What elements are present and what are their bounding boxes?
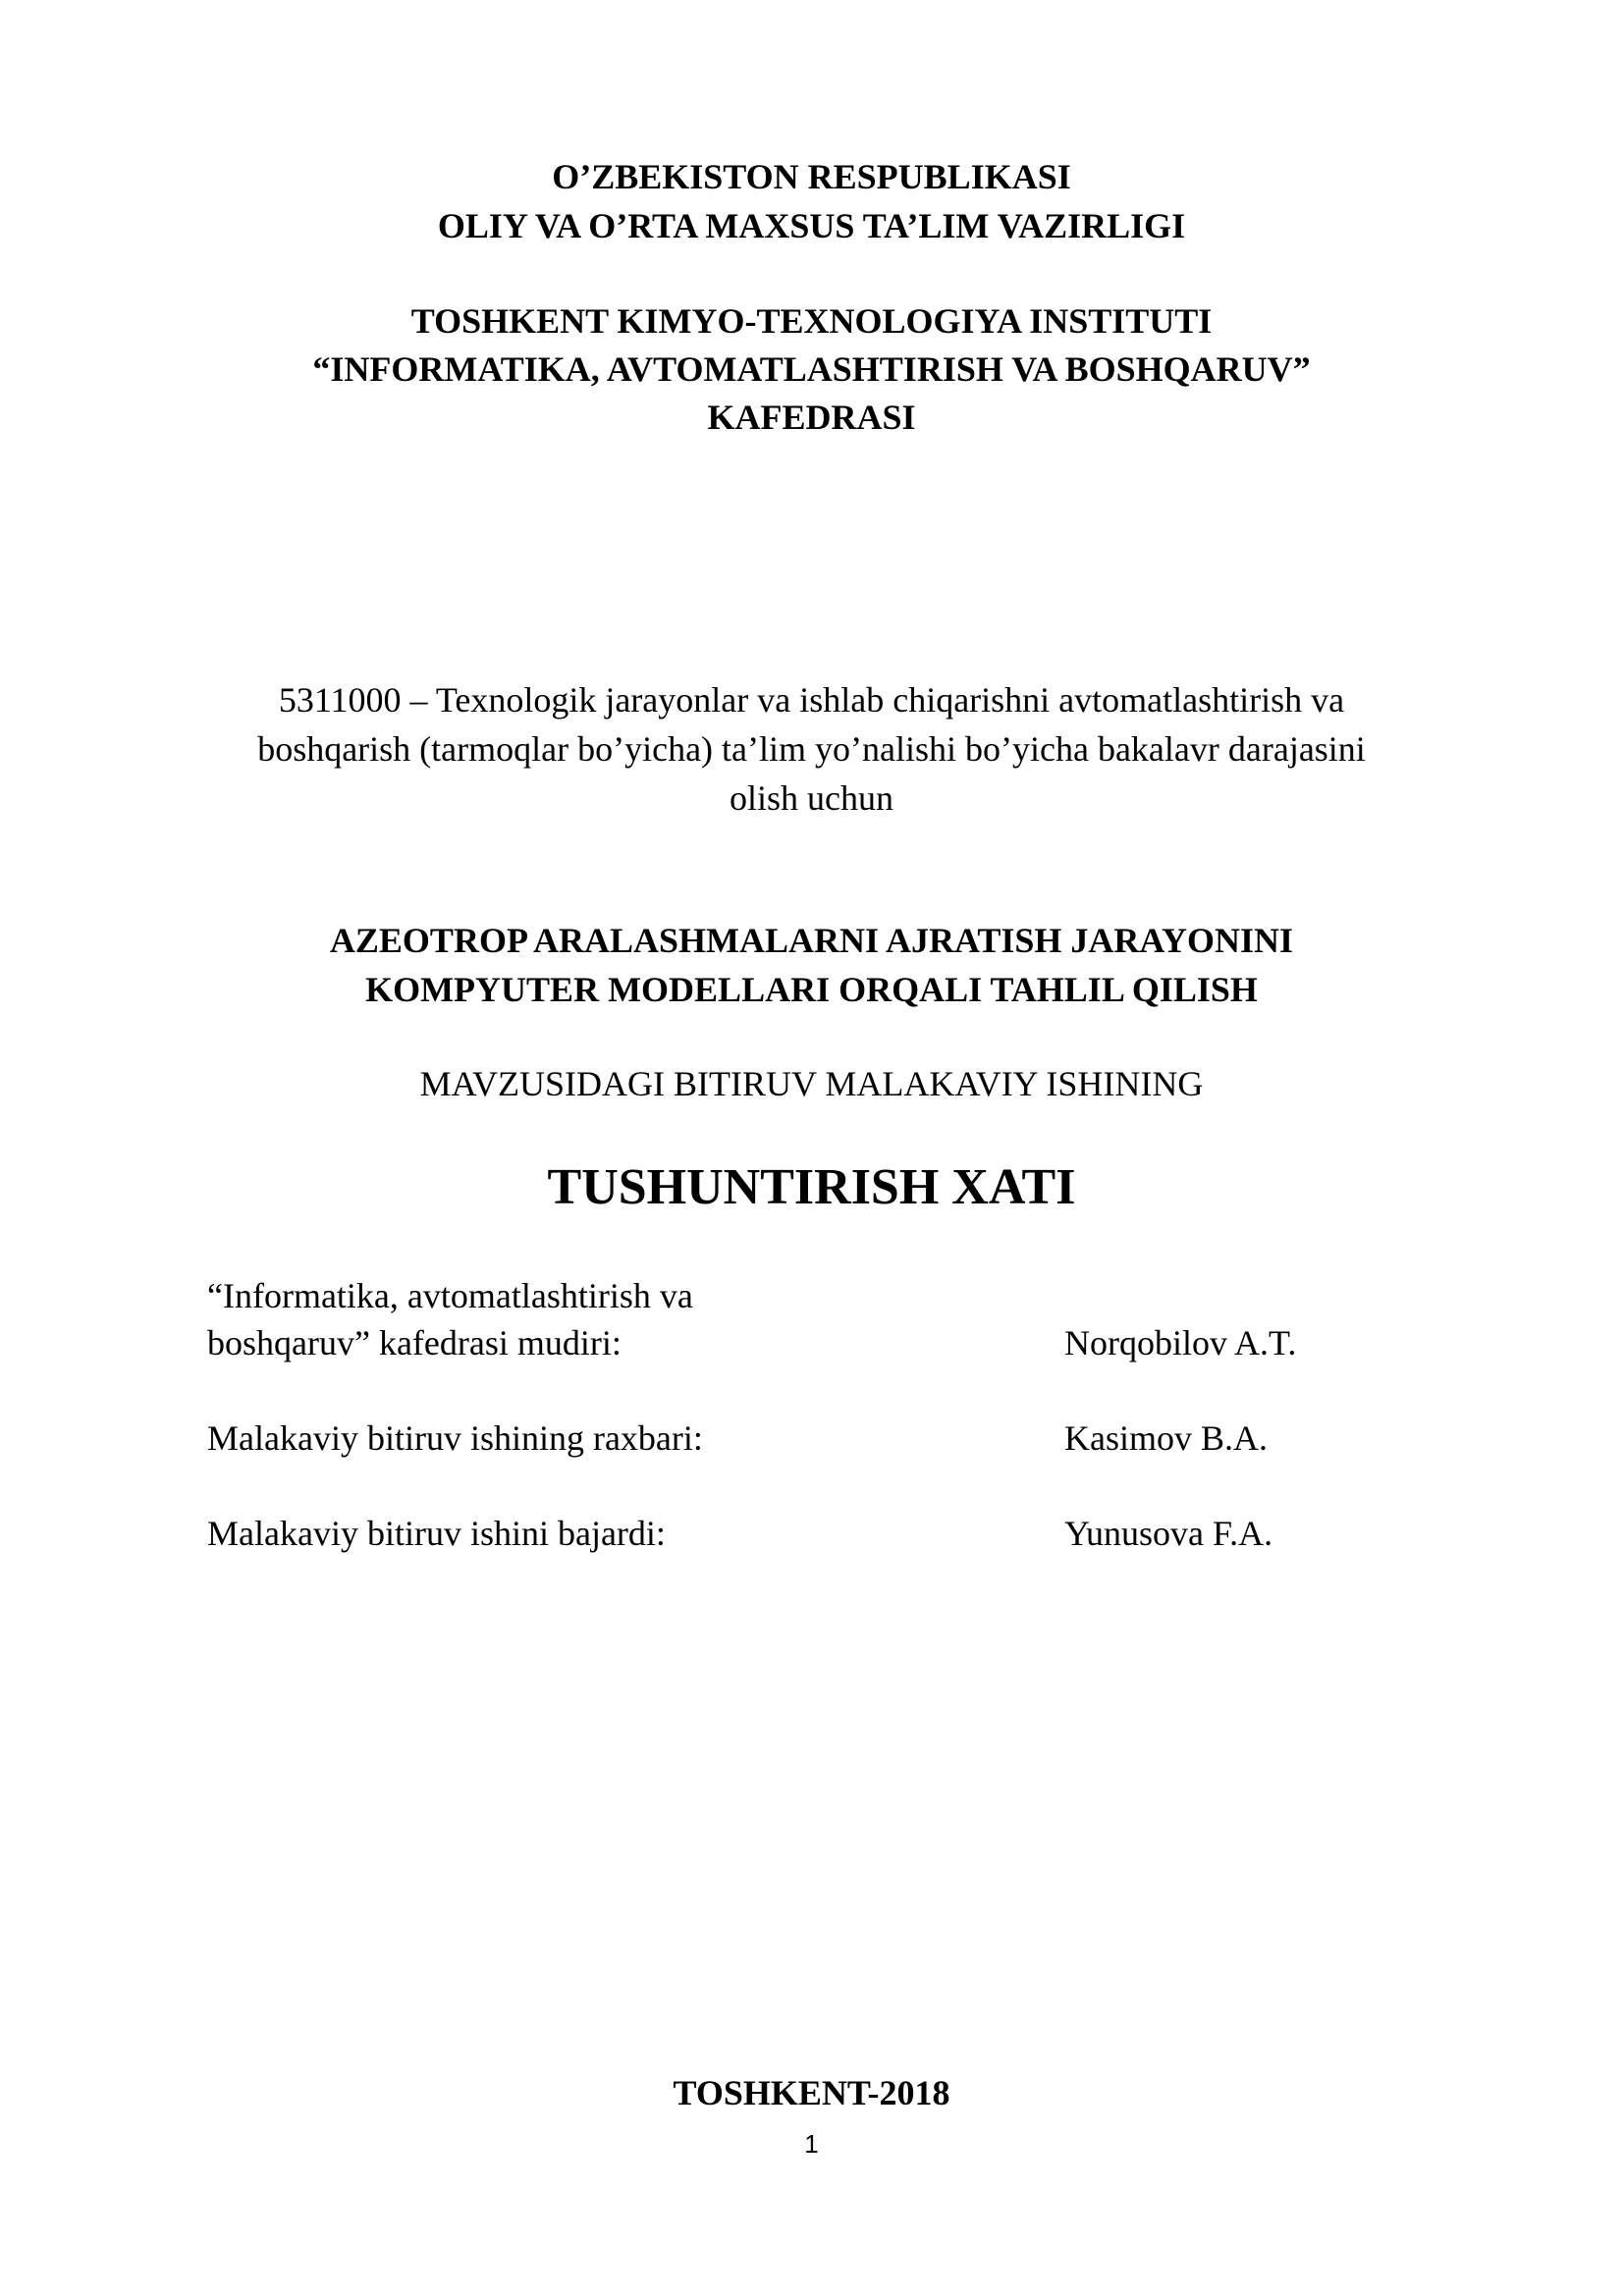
head-role-line1: “Informatika, avtomatlashtirish va — [207, 1276, 693, 1315]
page-number: 1 — [804, 2129, 819, 2159]
department-heading-line2: KAFEDRASI — [707, 398, 916, 437]
author-role: Malakaviy bitiruv ishini bajardi: — [207, 1514, 666, 1553]
republic-heading: O’ZBEKISTON RESPUBLIKASI — [552, 157, 1071, 196]
head-name: Norqobilov A.T. — [1064, 1323, 1297, 1362]
author-name: Yunusova F.A. — [1064, 1514, 1273, 1553]
topic-line1: AZEOTROP ARALASHMALARNI AJRATISH JARAYONINI — [329, 921, 1294, 960]
department-heading-line1: “INFORMATIKA, AVTOMATLASHTIRISH VA BOSHQARUV” — [312, 349, 1311, 389]
purpose-line1: 5311000 – Texnologik jarayonlar va ishlab chiqarishni avtomatlashtirish va — [278, 680, 1345, 720]
supervisor-role: Malakaviy bitiruv ishining raxbari: — [207, 1418, 703, 1458]
city-year: TOSHKENT-2018 — [673, 2073, 950, 2112]
purpose-line3: olish uchun — [730, 778, 893, 818]
subject-line: MAVZUSIDAGI BITIRUV MALAKAVIY ISHINING — [419, 1064, 1204, 1103]
institute-heading: TOSHKENT KIMYO-TEXNOLOGIYA INSTITUTI — [410, 301, 1213, 341]
head-role-line2: boshqaruv” kafedrasi mudiri: — [207, 1323, 622, 1362]
ministry-heading: OLIY VA O’RTA MAXSUS TA’LIM VAZIRLIGI — [437, 206, 1186, 245]
purpose-line2: boshqarish (tarmoqlar bo’yicha) ta’lim yo’nalishi bo’yicha bakalavr darajasini — [257, 729, 1366, 769]
topic-line2: KOMPYUTER MODELLARI ORQALI TAHLIL QILISH — [365, 970, 1258, 1009]
supervisor-name: Kasimov B.A. — [1064, 1418, 1268, 1458]
document-title: TUSHUNTIRISH XATI — [547, 1159, 1076, 1215]
